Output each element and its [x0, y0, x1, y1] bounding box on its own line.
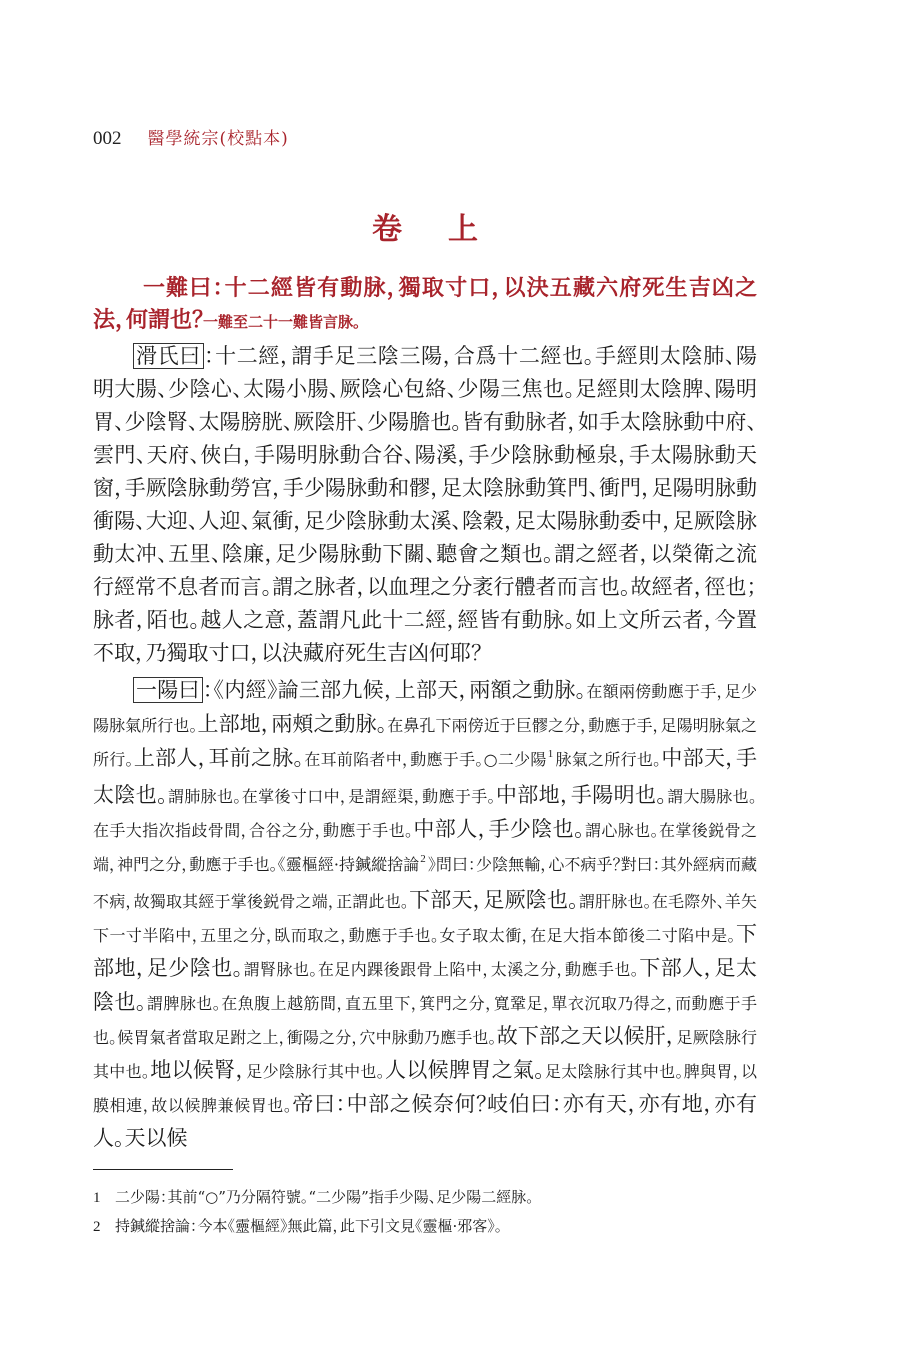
- annotation-note: 謂大腸脉也。在手大指次指歧骨間，合谷之分，動應于手也。: [93, 787, 757, 840]
- footnote-number: 2: [93, 1219, 101, 1235]
- running-title: 醫學統宗(校點本): [147, 129, 289, 149]
- commentator-label: 一陽曰: [133, 677, 203, 703]
- footnote-text: 二少陽：其前“○”乃分隔符號。“二少陽”指手少陽、足少陽二經脉。: [115, 1188, 534, 1206]
- main-text-segment: 中部地，手陽明也。: [495, 783, 668, 807]
- main-text-segment: ：《内經》論三部九候，上部天，兩額之動脉。: [202, 678, 587, 702]
- annotation-note: 謂心脉也。在掌後鋭骨之端，神門之分，動應于手也。《靈樞經·持鍼縱捨論: [93, 821, 757, 874]
- footnote-divider: [93, 1169, 233, 1170]
- annotation-note: 謂肝脉也。在毛際外、羊矢下一寸半陷中，五里之分，臥而取之，動應于手也。女子取太衝，在足大指本節後二寸陷中是。: [93, 892, 757, 945]
- page-number: 002: [93, 128, 122, 149]
- annotation-note: 在耳前陷者中，動應于手。○二少陽: [304, 750, 547, 769]
- commentary-text: ：十二經，謂手足三陰三陽，合爲十二經也。手經則太陰肺、陽明大腸、少陰心、太陽小腸、厥陰心包絡、少陽三焦也。足經則太陰脾、陽明胃、少陰腎、太陽膀胱、厥陰肝、少陽膽也。皆有動脉者，如手太陰脉動中府、雲門、天府、俠白，手陽明脉動合谷、陽溪，手少陰脉動極泉，手太陽脉動天窗，手厥陰脉動勞宫，手少陽脉動和髎，足太陰脉動箕門、衝門，足陽明脉動衝陽、大迎、人迎、氣衝，足少陰脉動太溪、陰穀，足太陽脉動委中，足厥陰脉動太冲、五里、陰廉，足少陽脉動下關、聽會之類也。謂之經者，以榮衛之流行經常不息者而言。謂之脉者，以血理之分袤行體者而言也。故經者，徑也；脉者，陌也。越人之意，蓋謂凡此十二經，經皆有動脉。如上文所云者，今置不取，乃獨取寸口，以決藏府死生吉凶何耶？: [93, 344, 758, 665]
- annotation-note: 在額兩傍動應于手，足少陽脉氣所行也。: [93, 682, 758, 735]
- question-text: 一難曰：十二經皆有動脉，獨取寸口，以決五藏六府死生吉凶之法，何謂也？: [93, 275, 757, 333]
- main-text-segment: 中部人，手少陰也。: [413, 817, 585, 841]
- main-text-segment: 下部人，足太陰也。: [93, 956, 758, 1014]
- annotation-note: 》問曰：少陰無輸，心不病乎？對曰：其外經病而藏不病，故獨取其經于掌後鋭骨之端，正謂此也。: [93, 855, 757, 911]
- main-text-segment: 帝曰：中部之候奈何？岐伯曰：亦有天，亦有地，亦有人。天以候: [93, 1092, 757, 1150]
- question-note: 一難至二十一難皆言脉。: [203, 313, 361, 331]
- main-text-segment: 上部人，耳前之脉。: [133, 746, 305, 770]
- annotation-note: 在鼻孔下兩傍近于巨髎之分，動應于手，足陽明脉氣之所行。: [93, 716, 757, 769]
- annotation-note: 脉氣之所行也。: [555, 750, 662, 769]
- annotation-note: 謂腎脉也。在足内踝後跟骨上陷中，太溪之分，動應手也。: [243, 960, 640, 979]
- annotation-note: 足少陰脉行其中也。: [246, 1062, 386, 1081]
- chapter-title: 卷 上: [372, 212, 486, 247]
- footnote-1: [93, 1183, 757, 1212]
- annotation-note: 謂脾脉也。在魚腹上越筋間，直五里下，箕門之分，寬鞏足，單衣沉取乃得之，而動應于手也。候胃氣者當取足跗之上，衝陽之分，穴中脉動乃應手也。: [93, 994, 758, 1047]
- annotation-note: 足太陰脉行其中也。脾與胃，以膜相連，故以候脾兼候胃也。: [93, 1062, 757, 1115]
- difficulty-question: [93, 272, 757, 338]
- annotation-note: 謂肺脉也。在掌後寸口中，是謂經渠，動應于手。: [167, 787, 496, 806]
- footnote-text: 持鍼縱捨論：今本《靈樞經》無此篇，此下引文見《靈樞·邪客》。: [115, 1217, 503, 1235]
- main-text-segment: 中部天，手太陰也。: [93, 746, 757, 807]
- commentator-label: 滑氏曰: [133, 343, 204, 369]
- footnote-ref-1: 1: [547, 748, 554, 760]
- annotation-note: 足厥陰脉行其中也。: [93, 1028, 757, 1081]
- footnote-number: 1: [93, 1190, 101, 1206]
- commentary-yiyang: [93, 674, 757, 1155]
- main-text-segment: 下部天，足厥陰也。: [409, 888, 579, 912]
- footnote-2: [93, 1212, 757, 1241]
- footnote-ref-2: 2: [420, 853, 426, 865]
- footnotes: [93, 1155, 757, 1241]
- running-header: [93, 126, 757, 152]
- main-text-segment: 故下部之天以候肝，: [496, 1024, 677, 1048]
- main-text-segment: 地以候腎，: [150, 1058, 247, 1082]
- main-text-segment: 人以候脾胃之氣。: [385, 1058, 545, 1082]
- main-text-segment: 上部地，兩頰之動脉。: [197, 712, 388, 736]
- commentary-hua: [93, 340, 757, 670]
- main-text-segment: 下部地，足少陰也。: [93, 922, 757, 980]
